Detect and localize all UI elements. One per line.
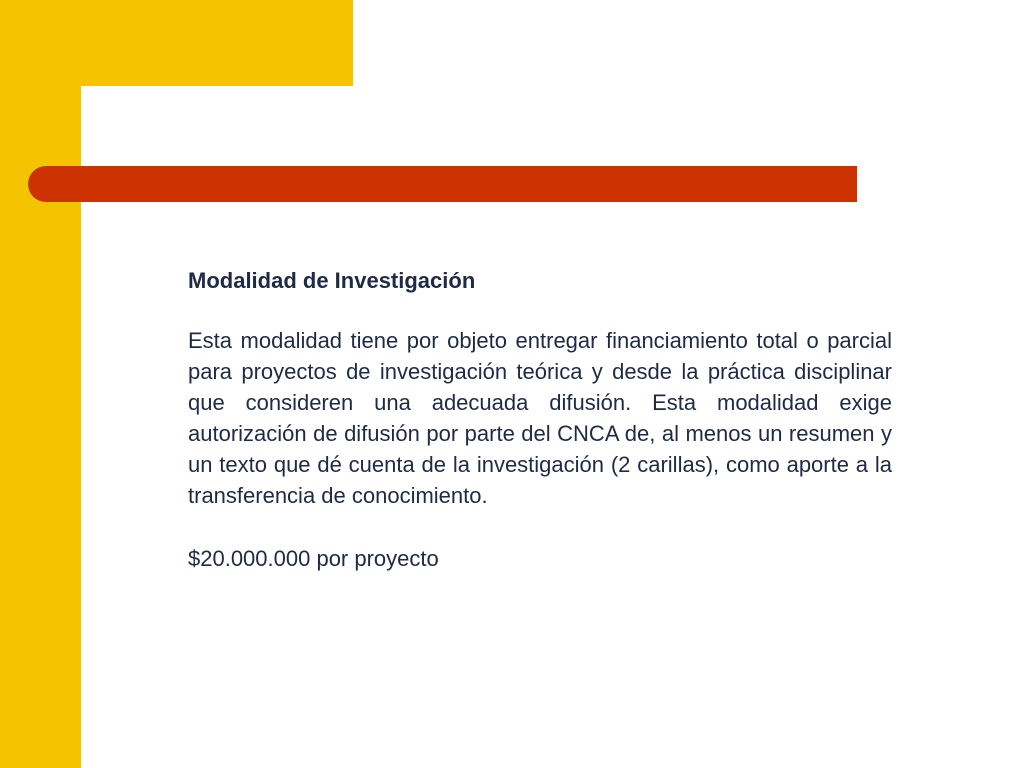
yellow-left-band xyxy=(0,0,81,768)
slide-title: Modalidad de Investigación xyxy=(188,268,476,293)
funding-amount: $20.000.000 por proyecto xyxy=(188,546,439,571)
red-accent-bar xyxy=(28,166,857,202)
slide-content xyxy=(188,265,892,574)
slide-body-text: Esta modalidad tiene por objeto entregar financiamiento total o parcial para proyectos de investigación teórica y desde la práctica disciplinar que consideren una adecuada difusión. Esta modalidad exige autorización de difusión por parte del CNCA de, al menos un resumen y un texto que dé cuenta de la investigación (2 carillas), como aporte a la transferencia de conocimiento. xyxy=(188,328,892,508)
